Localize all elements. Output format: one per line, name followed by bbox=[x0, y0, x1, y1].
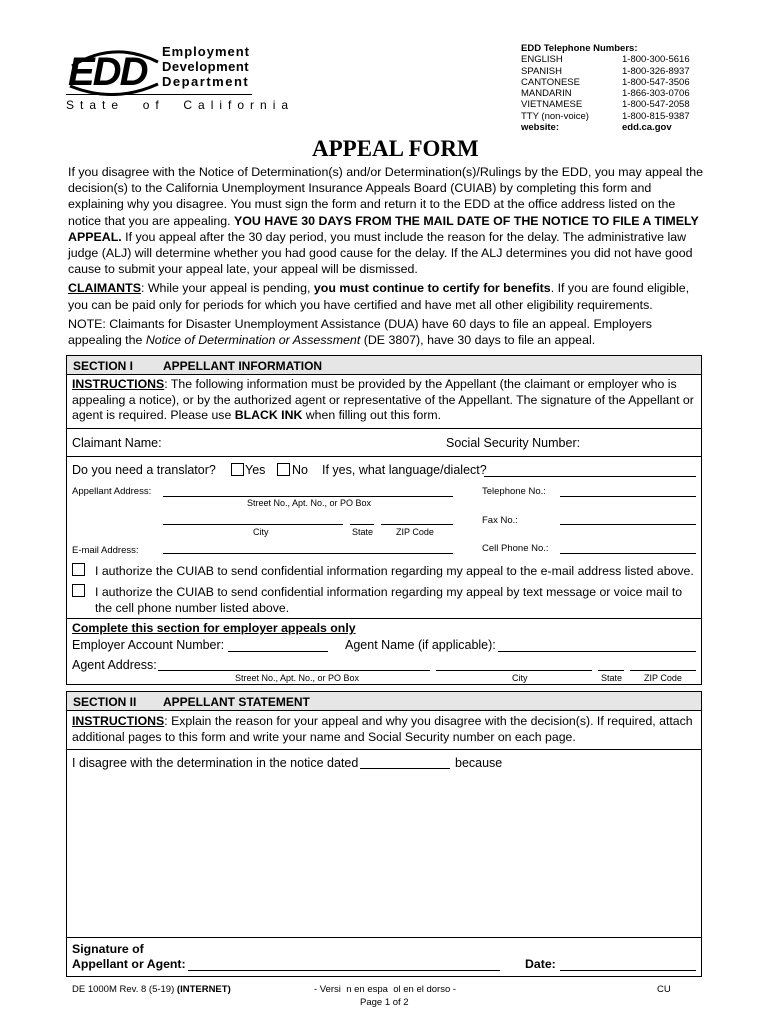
phones-title: EDD Telephone Numbers: bbox=[521, 43, 638, 54]
phone-language: SPANISH bbox=[521, 65, 563, 77]
appellant-address-label: Appellant Address: bbox=[72, 486, 152, 497]
phone-number: 1-800-300-5616 bbox=[622, 54, 690, 66]
appeal-statement-area[interactable] bbox=[70, 774, 698, 934]
cell-field[interactable] bbox=[560, 553, 696, 554]
divider bbox=[66, 749, 702, 750]
email-field[interactable] bbox=[163, 553, 453, 554]
city-caption: City bbox=[253, 527, 269, 537]
state-caption: State bbox=[352, 527, 374, 537]
intro-p1-deadline: YOU HAVE 30 DAYS FROM THE MAIL DATE OF THE NOTICE TO FILE A TIMELY APPEAL. bbox=[68, 213, 699, 244]
appellant-state-field[interactable] bbox=[350, 524, 374, 525]
phone-row bbox=[521, 99, 701, 110]
claimants-label: CLAIMANTS bbox=[68, 281, 141, 296]
signature-label-line2: Appellant or Agent: bbox=[72, 957, 186, 971]
agent-city-field[interactable] bbox=[436, 670, 592, 671]
phone-language: website: bbox=[521, 122, 560, 134]
intro-p2-text-2: . If you are found eligible, you can be paid only for periods for which you have certified and have met all other eligibility requirements. bbox=[68, 281, 690, 312]
street-caption: Street No., Apt. No., or PO Box bbox=[247, 498, 372, 508]
intro-text bbox=[68, 164, 708, 348]
agent-address-label: Agent Address: bbox=[72, 658, 157, 672]
signature-label-line1: Signature of bbox=[72, 942, 144, 956]
section1-number: SECTION I bbox=[73, 359, 134, 373]
divider bbox=[66, 618, 702, 619]
section1-instructions bbox=[72, 377, 697, 424]
auth-text-checkbox[interactable] bbox=[72, 584, 85, 597]
fax-label: Fax No.: bbox=[482, 515, 518, 526]
dept-name-line1: Employment bbox=[162, 44, 251, 59]
section2-number: SECTION II bbox=[73, 695, 137, 709]
language-field[interactable] bbox=[484, 476, 696, 477]
signature-field[interactable] bbox=[188, 970, 500, 971]
zip-caption: ZIP Code bbox=[396, 527, 434, 537]
agent-state-caption: State bbox=[601, 673, 623, 683]
state-of-california: State of California bbox=[66, 98, 295, 112]
logo-rule bbox=[66, 94, 252, 95]
form-code: CU bbox=[657, 984, 671, 995]
phone-number: 1-800-547-2058 bbox=[622, 99, 690, 111]
translator-no-checkbox[interactable] bbox=[277, 463, 290, 476]
agent-city-caption: City bbox=[512, 673, 528, 683]
section1-instr-text: : The following information must be provided by the Appellant (the claimant or employer who is appealing a notice), or by the authorized agent or representative of the Appellant. The signature of the Appellant or agent is required. Please use bbox=[72, 377, 694, 422]
claimant-name-label: Claimant Name: bbox=[72, 436, 162, 450]
black-ink-note: BLACK INK bbox=[234, 408, 303, 422]
phone-number: 1-800-815-9387 bbox=[622, 110, 690, 122]
intro-paragraph-3 bbox=[68, 316, 708, 348]
phone-row bbox=[521, 77, 701, 88]
edd-logo bbox=[66, 44, 295, 114]
notice-date-field[interactable] bbox=[360, 768, 450, 769]
appellant-city-field[interactable] bbox=[163, 524, 343, 525]
disagree-statement: I disagree with the determination in the notice dated bbox=[72, 756, 359, 770]
section2-title: APPELLANT STATEMENT bbox=[163, 695, 310, 709]
spanish-version-note: - Versi n en espa ol en el dorso - bbox=[314, 984, 457, 995]
intro-p3-notice: Notice of Determination or Assessment bbox=[145, 333, 361, 348]
form-number-text: DE 1000M Rev. 8 (5-19) bbox=[72, 984, 177, 995]
dept-name-line3: Department bbox=[162, 74, 250, 89]
phone-language: MANDARIN bbox=[521, 88, 572, 100]
auth-text-line2: the cell phone number listed above. bbox=[95, 601, 290, 615]
divider bbox=[66, 428, 702, 429]
page-number: Page 1 of 2 bbox=[360, 997, 409, 1008]
section2-instr-text: : Explain the reason for your appeal and why you disagree with the decision(s). If required, attach additional pages to this form and write your name and Social Security number on each page. bbox=[72, 714, 693, 744]
phone-row bbox=[521, 54, 701, 65]
date-label: Date: bbox=[525, 957, 556, 971]
phone-language: ENGLISH bbox=[521, 54, 563, 66]
phone-language: VIETNAMESE bbox=[521, 99, 583, 111]
agent-state-field[interactable] bbox=[598, 670, 624, 671]
because-label: because bbox=[455, 756, 503, 770]
section1-instr-label: INSTRUCTIONS bbox=[72, 377, 165, 391]
translator-no-label: No bbox=[292, 463, 308, 477]
telephone-label: Telephone No.: bbox=[482, 486, 546, 497]
section2-instructions bbox=[72, 713, 697, 745]
ssn-label: Social Security Number: bbox=[446, 436, 581, 450]
email-label: E-mail Address: bbox=[72, 545, 139, 556]
edd-logo-letters: EDD bbox=[68, 50, 147, 94]
appellant-zip-field[interactable] bbox=[381, 524, 453, 525]
phone-language: CANTONESE bbox=[521, 76, 580, 88]
intro-p2-certify: you must continue to certify for benefits bbox=[313, 281, 551, 296]
intro-paragraph-2 bbox=[68, 280, 708, 312]
employer-section-heading: Complete this section for employer appeals only bbox=[72, 621, 356, 635]
intro-p1-text-2: If you appeal after the 30 day period, you must include the reason for the delay. The administrative law judge (ALJ) will determine whether you had good cause for the delay. If the ALJ determines you did not have good cause to submit your appeal late, your appeal will be dismissed. bbox=[68, 229, 693, 277]
agent-name-field[interactable] bbox=[498, 651, 696, 652]
section1-header bbox=[66, 355, 702, 375]
phone-row bbox=[521, 88, 701, 99]
agent-name-label: Agent Name (if applicable): bbox=[345, 638, 496, 652]
ssn-field[interactable] bbox=[586, 432, 696, 450]
phone-row bbox=[521, 122, 701, 133]
intro-paragraph-1 bbox=[68, 164, 708, 277]
agent-street-field[interactable] bbox=[158, 670, 430, 671]
cell-label: Cell Phone No.: bbox=[482, 543, 549, 554]
phone-row bbox=[521, 66, 701, 77]
agent-zip-field[interactable] bbox=[630, 670, 696, 671]
intro-p2-text: : While your appeal is pending, bbox=[140, 281, 314, 296]
intro-p1-text: If you disagree with the Notice of Determination(s) and/or Determination(s)/Rulings by the EDD, you may appeal the decision(s) to the California Unemployment Insurance Appeals Board (CUIAB) by completing this form and explaining why you disagree. You must sign the form and return it to the EDD at the office address listed on the notice that you are appealing. bbox=[68, 165, 703, 228]
divider bbox=[66, 456, 702, 457]
date-field[interactable] bbox=[560, 970, 696, 971]
phone-language: TTY (non-voice) bbox=[521, 110, 589, 122]
section1-title: APPELLANT INFORMATION bbox=[163, 359, 323, 373]
auth-email-text: I authorize the CUIAB to send confidential information regarding my appeal to the e-mail address listed above. bbox=[95, 564, 694, 578]
phone-number: 1-800-547-3506 bbox=[622, 76, 690, 88]
divider bbox=[66, 937, 702, 938]
translator-question: Do you need a translator? bbox=[72, 463, 216, 477]
intro-p3-text-2: (DE 3807), have 30 days to file an appeal. bbox=[360, 333, 596, 348]
phone-number: 1-800-326-8937 bbox=[622, 65, 690, 77]
employer-account-label: Employer Account Number: bbox=[72, 638, 225, 652]
language-question: If yes, what language/dialect? bbox=[322, 463, 487, 477]
auth-text-line1: I authorize the CUIAB to send confidential information regarding my appeal by text message or voice mail to bbox=[95, 585, 683, 599]
section2-instr-label: INSTRUCTIONS bbox=[72, 714, 165, 728]
section2-header bbox=[66, 691, 702, 711]
translator-yes-checkbox[interactable] bbox=[231, 463, 244, 476]
phone-row bbox=[521, 111, 701, 122]
intro-p3-text: NOTE: Claimants for Disaster Unemployment Assistance (DUA) have 60 days to file an appeal. Employers appealing the bbox=[68, 316, 652, 348]
website-link[interactable]: edd.ca.gov bbox=[622, 122, 672, 134]
fax-field[interactable] bbox=[560, 524, 696, 525]
telephone-field[interactable] bbox=[560, 496, 696, 497]
form-title: APPEAL FORM bbox=[312, 136, 479, 161]
employer-account-field[interactable] bbox=[228, 651, 328, 652]
agent-zip-caption: ZIP Code bbox=[644, 673, 682, 683]
auth-email-checkbox[interactable] bbox=[72, 563, 85, 576]
translator-yes-label: Yes bbox=[245, 463, 266, 477]
form-number bbox=[72, 984, 231, 995]
phone-number: 1-866-303-0706 bbox=[622, 88, 690, 100]
appellant-street-field[interactable] bbox=[163, 496, 453, 497]
form-number-internet: (INTERNET) bbox=[176, 984, 231, 995]
dept-name-line2: Development bbox=[162, 59, 250, 74]
agent-street-caption: Street No., Apt. No., or PO Box bbox=[235, 673, 360, 683]
section1-instr-text-2: when filling out this form. bbox=[302, 408, 442, 422]
claimant-name-field[interactable] bbox=[170, 432, 440, 450]
phone-numbers-block bbox=[521, 43, 701, 133]
